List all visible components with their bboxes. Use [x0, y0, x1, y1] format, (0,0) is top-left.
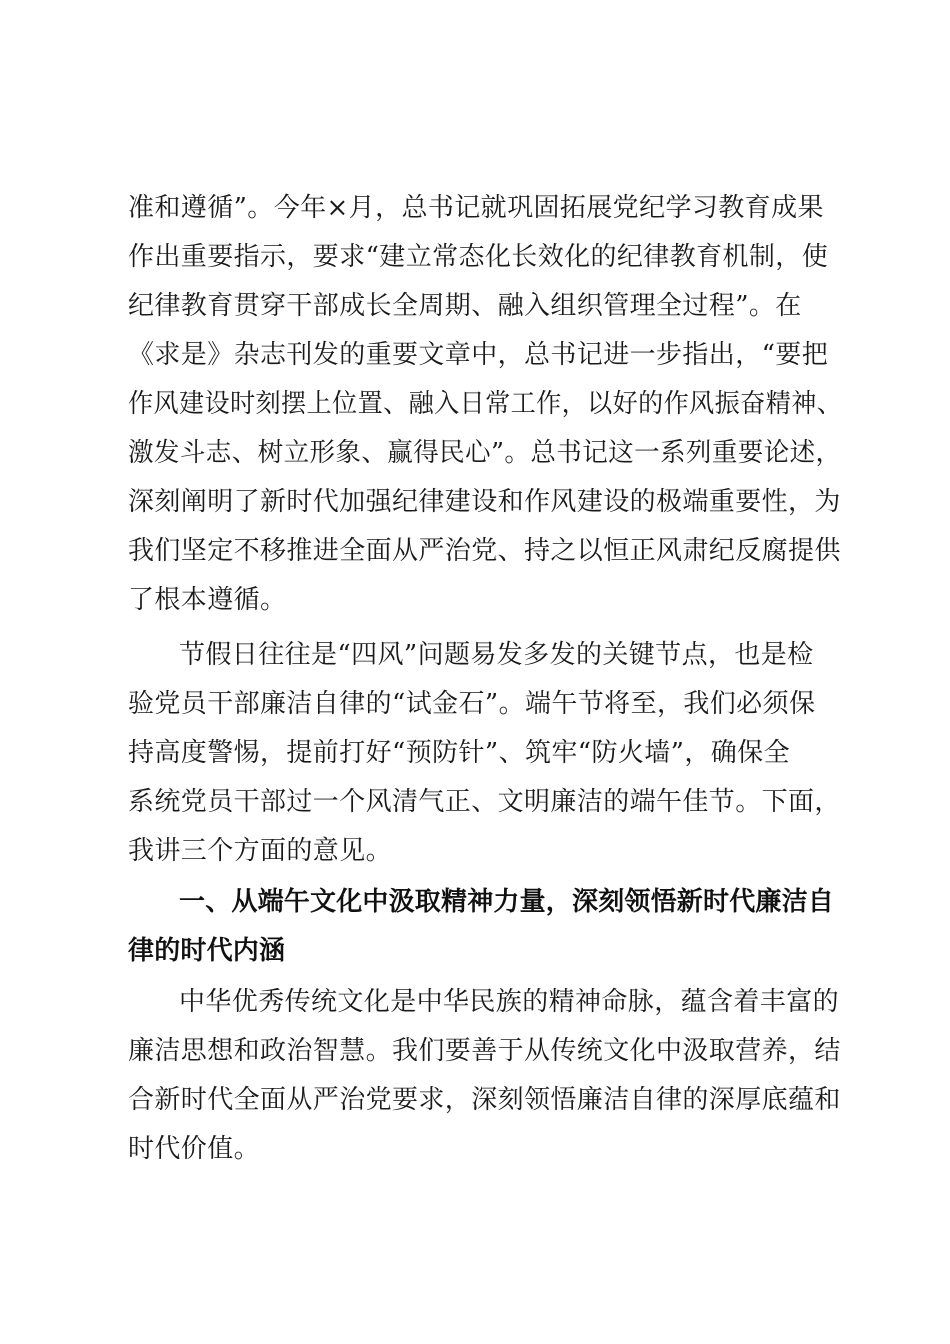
paragraph-line: 时代价值。	[128, 1134, 261, 1164]
paragraph-line: 《求是》杂志刊发的重要文章中，总书记进一步指出，“要把	[128, 340, 829, 370]
paragraph-line: 廉洁思想和政治智慧。我们要善于从传统文化中汲取营养，结	[128, 1036, 841, 1066]
paragraph-line: 中华优秀传统文化是中华民族的精神命脉，蕴含着丰富的	[179, 987, 840, 1017]
paragraph-line: 合新时代全面从严治党要求，深刻领悟廉洁自律的深厚底蕴和	[128, 1085, 841, 1115]
heading-line: 律的时代内涵	[128, 936, 286, 966]
paragraph-line: 我讲三个方面的意见。	[128, 836, 393, 866]
paragraph-line: 节假日往往是“四风”问题易发多发的关键节点，也是检	[179, 640, 814, 670]
paragraph-line: 作风建设时刻摆上位置、融入日常工作，以好的作风振奋精神、	[128, 389, 843, 419]
paragraph-line: 了根本遵循。	[128, 585, 287, 615]
paragraph-line: 验党员干部廉洁自律的“试金石”。端午节将至，我们必须保	[128, 689, 816, 719]
paragraph-line: 我们坚定不移推进全面从严治党、持之以恒正风肃纪反腐提供	[128, 536, 841, 566]
paragraph-line: 持高度警惕，提前打好“预防针”、筑牢“防火墙”，确保全	[128, 738, 790, 768]
paragraph-line: 系统党员干部过一个风清气正、文明廉洁的端午佳节。下面，	[128, 787, 841, 817]
paragraph-line: 激发斗志、树立形象、赢得民心”。总书记这一系列重要论述，	[128, 438, 842, 468]
paragraph-line: 纪律教育贯穿干部成长全周期、融入组织管理全过程”。在	[128, 291, 802, 321]
heading-line: 一、从端午文化中汲取精神力量，深刻领悟新时代廉洁自	[179, 887, 835, 917]
paragraph-line: 深刻阐明了新时代加强纪律建设和作风建设的极端重要性，为	[128, 487, 841, 517]
paragraph-line: 作出重要指示，要求“建立常态化长效化的纪律教育机制，使	[128, 242, 829, 272]
paragraph-line: 准和遵循”。今年×月，总书记就巩固拓展党纪学习教育成果	[128, 193, 824, 223]
